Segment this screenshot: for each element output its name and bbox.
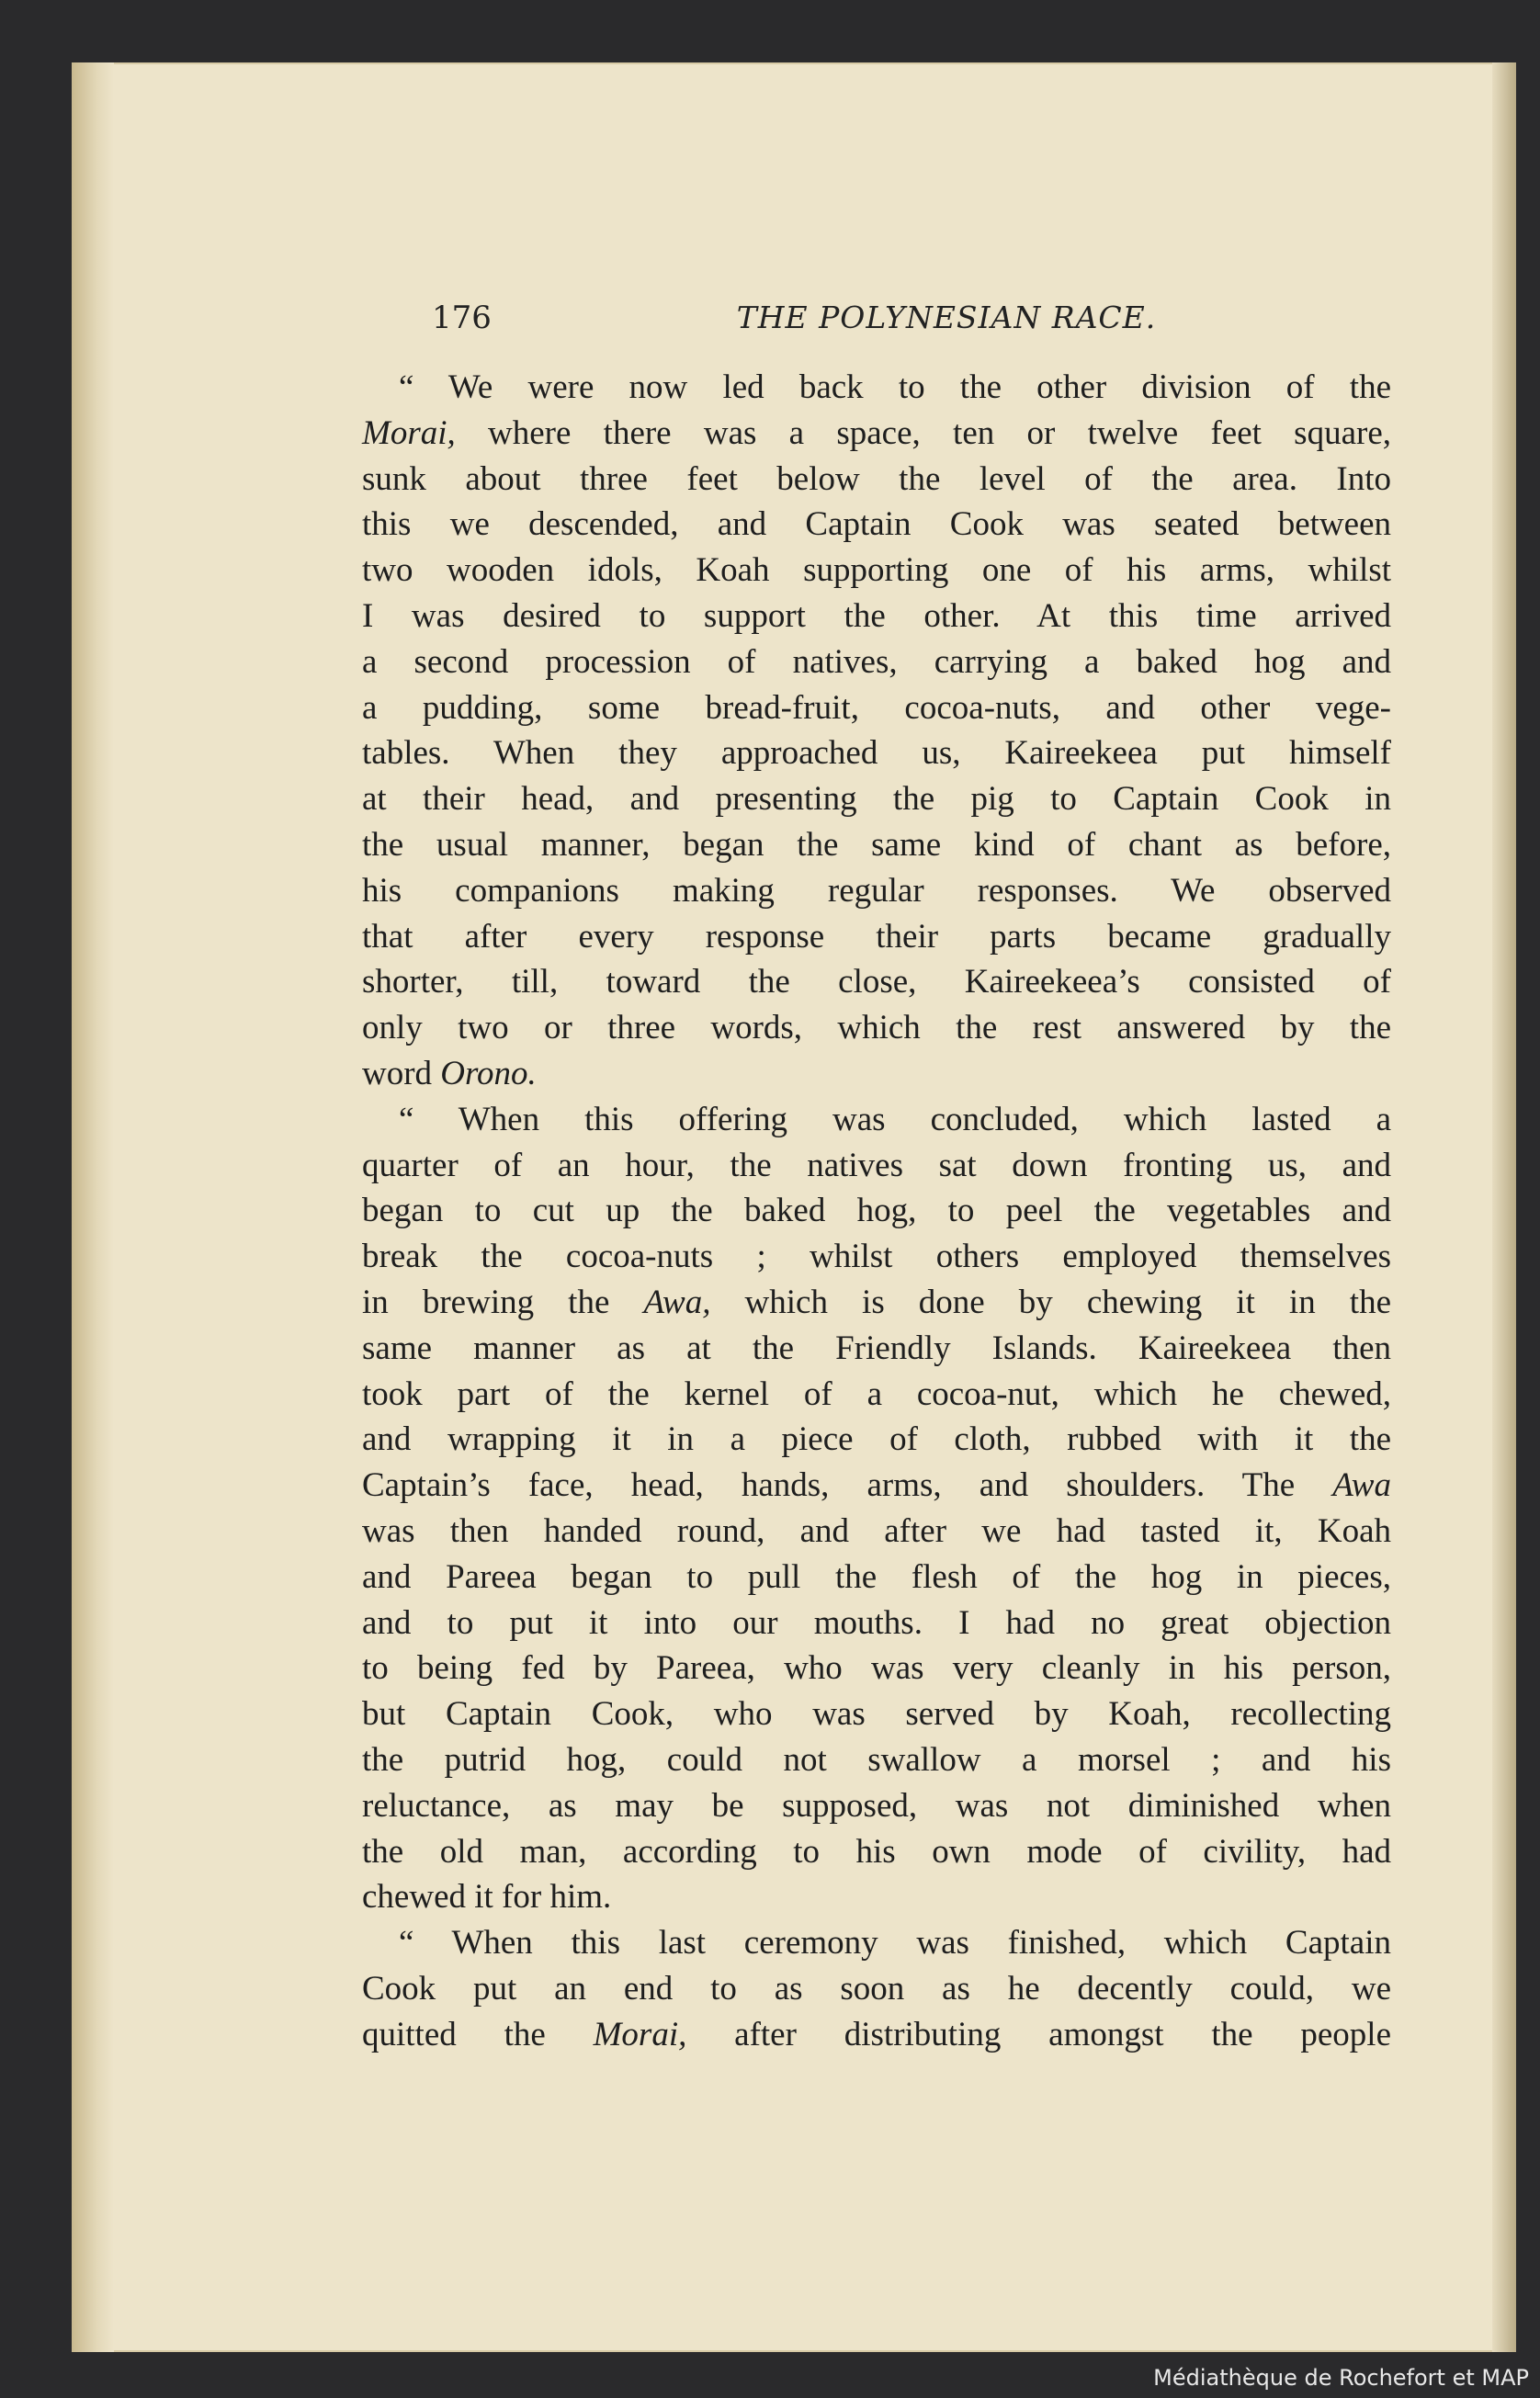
italic-text: Awa xyxy=(1332,1466,1391,1505)
line-text: after distributing amongst the people xyxy=(686,2015,1391,2053)
text-line xyxy=(362,871,1391,917)
body-text xyxy=(362,368,1391,2060)
line-text: the usual manner, began the same kind of chant as before, xyxy=(362,825,1391,864)
line-text: Cook put an end to as soon as he decently could, we xyxy=(362,1969,1391,2008)
line-text: sunk about three feet below the level of the area. Into xyxy=(362,459,1391,498)
text-line xyxy=(362,1283,1391,1329)
line-text: to being fed by Pareea, who was very cleanly in his person, xyxy=(362,1649,1391,1688)
line-text: break the cocoa-nuts ; whilst others employed themselves xyxy=(362,1238,1391,1276)
text-line xyxy=(362,688,1391,734)
text-line xyxy=(362,1648,1391,1694)
line-text: the old man, according to his own mode of civility, had xyxy=(362,1832,1391,1871)
line-text: that after every response their parts became gradually xyxy=(362,917,1391,956)
running-head xyxy=(432,300,1461,345)
line-text: quitted the xyxy=(362,2015,594,2053)
text-line xyxy=(362,459,1391,505)
line-text: and to put it into our mouths. I had no great objection xyxy=(362,1603,1391,1642)
line-text: began to cut up the baked hog, to peel the vegetables and xyxy=(362,1192,1391,1230)
text-line xyxy=(362,1740,1391,1786)
line-text: same manner as at the Friendly Islands. Kaireekeea then xyxy=(362,1329,1391,1367)
line-text: at their head, and presenting the pig to Captain Cook in xyxy=(362,780,1391,819)
line-text: took part of the kernel of a cocoa-nut, which he chewed, xyxy=(362,1374,1391,1413)
line-text: and wrapping it in a piece of cloth, rubbed with it the xyxy=(362,1420,1391,1459)
line-text: this we descended, and Captain Cook was seated between xyxy=(362,505,1391,544)
text-line xyxy=(362,1832,1391,1878)
text-line xyxy=(362,413,1391,459)
text-line xyxy=(362,1191,1391,1237)
italic-text: Morai, xyxy=(593,2015,687,2053)
line-text: which is done by chewing it in the xyxy=(710,1283,1391,1321)
text-line xyxy=(362,917,1391,963)
text-line xyxy=(362,1511,1391,1557)
line-text: tables. When they approached us, Kaireekeea put himself xyxy=(362,734,1391,773)
text-line xyxy=(362,733,1391,779)
text-line xyxy=(362,1694,1391,1740)
text-line xyxy=(362,1237,1391,1283)
line-text: his companions making regular responses. We observed xyxy=(362,871,1391,910)
line-text: where there was a space, ten or twelve feet square, xyxy=(455,413,1391,452)
text-line xyxy=(362,1786,1391,1832)
italic-text: Morai, xyxy=(362,413,456,452)
line-text: I was desired to support the other. At this time arrived xyxy=(362,596,1391,635)
text-line xyxy=(362,1329,1391,1374)
italic-text: Orono. xyxy=(440,1054,537,1092)
line-text: but Captain Cook, who was served by Koah, recollecting xyxy=(362,1695,1391,1734)
text-line xyxy=(362,504,1391,550)
line-text: the putrid hog, could not swallow a morsel ; and his xyxy=(362,1740,1391,1779)
line-text: a pudding, some bread-fruit, cocoa-nuts, and other vege- xyxy=(362,688,1391,727)
running-title: THE POLYNESIAN RACE. xyxy=(736,300,1157,335)
text-line xyxy=(362,368,1391,413)
text-line xyxy=(362,1054,1391,1100)
italic-text: Awa, xyxy=(643,1283,711,1321)
text-line xyxy=(362,2015,1391,2061)
line-text: a second procession of natives, carrying a baked hog and xyxy=(362,642,1391,681)
text-line xyxy=(362,642,1391,688)
text-line xyxy=(362,825,1391,871)
text-line xyxy=(362,550,1391,596)
text-line xyxy=(362,1146,1391,1192)
line-text: quarter of an hour, the natives sat down fronting us, and xyxy=(362,1146,1391,1184)
text-line xyxy=(362,1374,1391,1420)
text-line xyxy=(362,1923,1391,1969)
text-line xyxy=(362,962,1391,1008)
line-text: reluctance, as may be supposed, was not diminished when xyxy=(362,1786,1391,1825)
line-text: shorter, till, toward the close, Kaireekeea’s consisted of xyxy=(362,963,1391,1001)
credit-watermark: Médiathèque de Rochefort et MAP xyxy=(1153,2365,1529,2391)
text-line xyxy=(362,1465,1391,1511)
line-text: “ When this last ceremony was finished, which Captain xyxy=(399,1924,1391,1963)
text-line xyxy=(362,596,1391,642)
line-text: and Pareea began to pull the flesh of the hog in pieces, xyxy=(362,1557,1391,1596)
line-text: “ We were now led back to the other division of the xyxy=(399,368,1391,406)
text-line xyxy=(362,1603,1391,1649)
text-line xyxy=(362,1420,1391,1465)
line-text: in brewing the xyxy=(362,1283,644,1321)
line-text: only two or three words, which the rest answered by the xyxy=(362,1009,1391,1047)
text-line xyxy=(362,779,1391,825)
line-text: “ When this offering was concluded, which lasted a xyxy=(399,1100,1391,1138)
line-text: chewed it for him. xyxy=(362,1878,612,1917)
line-text: two wooden idols, Koah supporting one of his arms, whilst xyxy=(362,551,1391,590)
text-line xyxy=(362,1100,1391,1146)
line-text: was then handed round, and after we had tasted it, Koah xyxy=(362,1511,1391,1550)
line-text: word xyxy=(362,1054,441,1092)
text-line xyxy=(362,1008,1391,1054)
text-line xyxy=(362,1969,1391,2015)
text-line xyxy=(362,1877,1391,1923)
page-number: 176 xyxy=(432,300,492,336)
text-line xyxy=(362,1557,1391,1603)
line-text: Captain’s face, head, hands, arms, and shoulders. The xyxy=(362,1466,1333,1505)
